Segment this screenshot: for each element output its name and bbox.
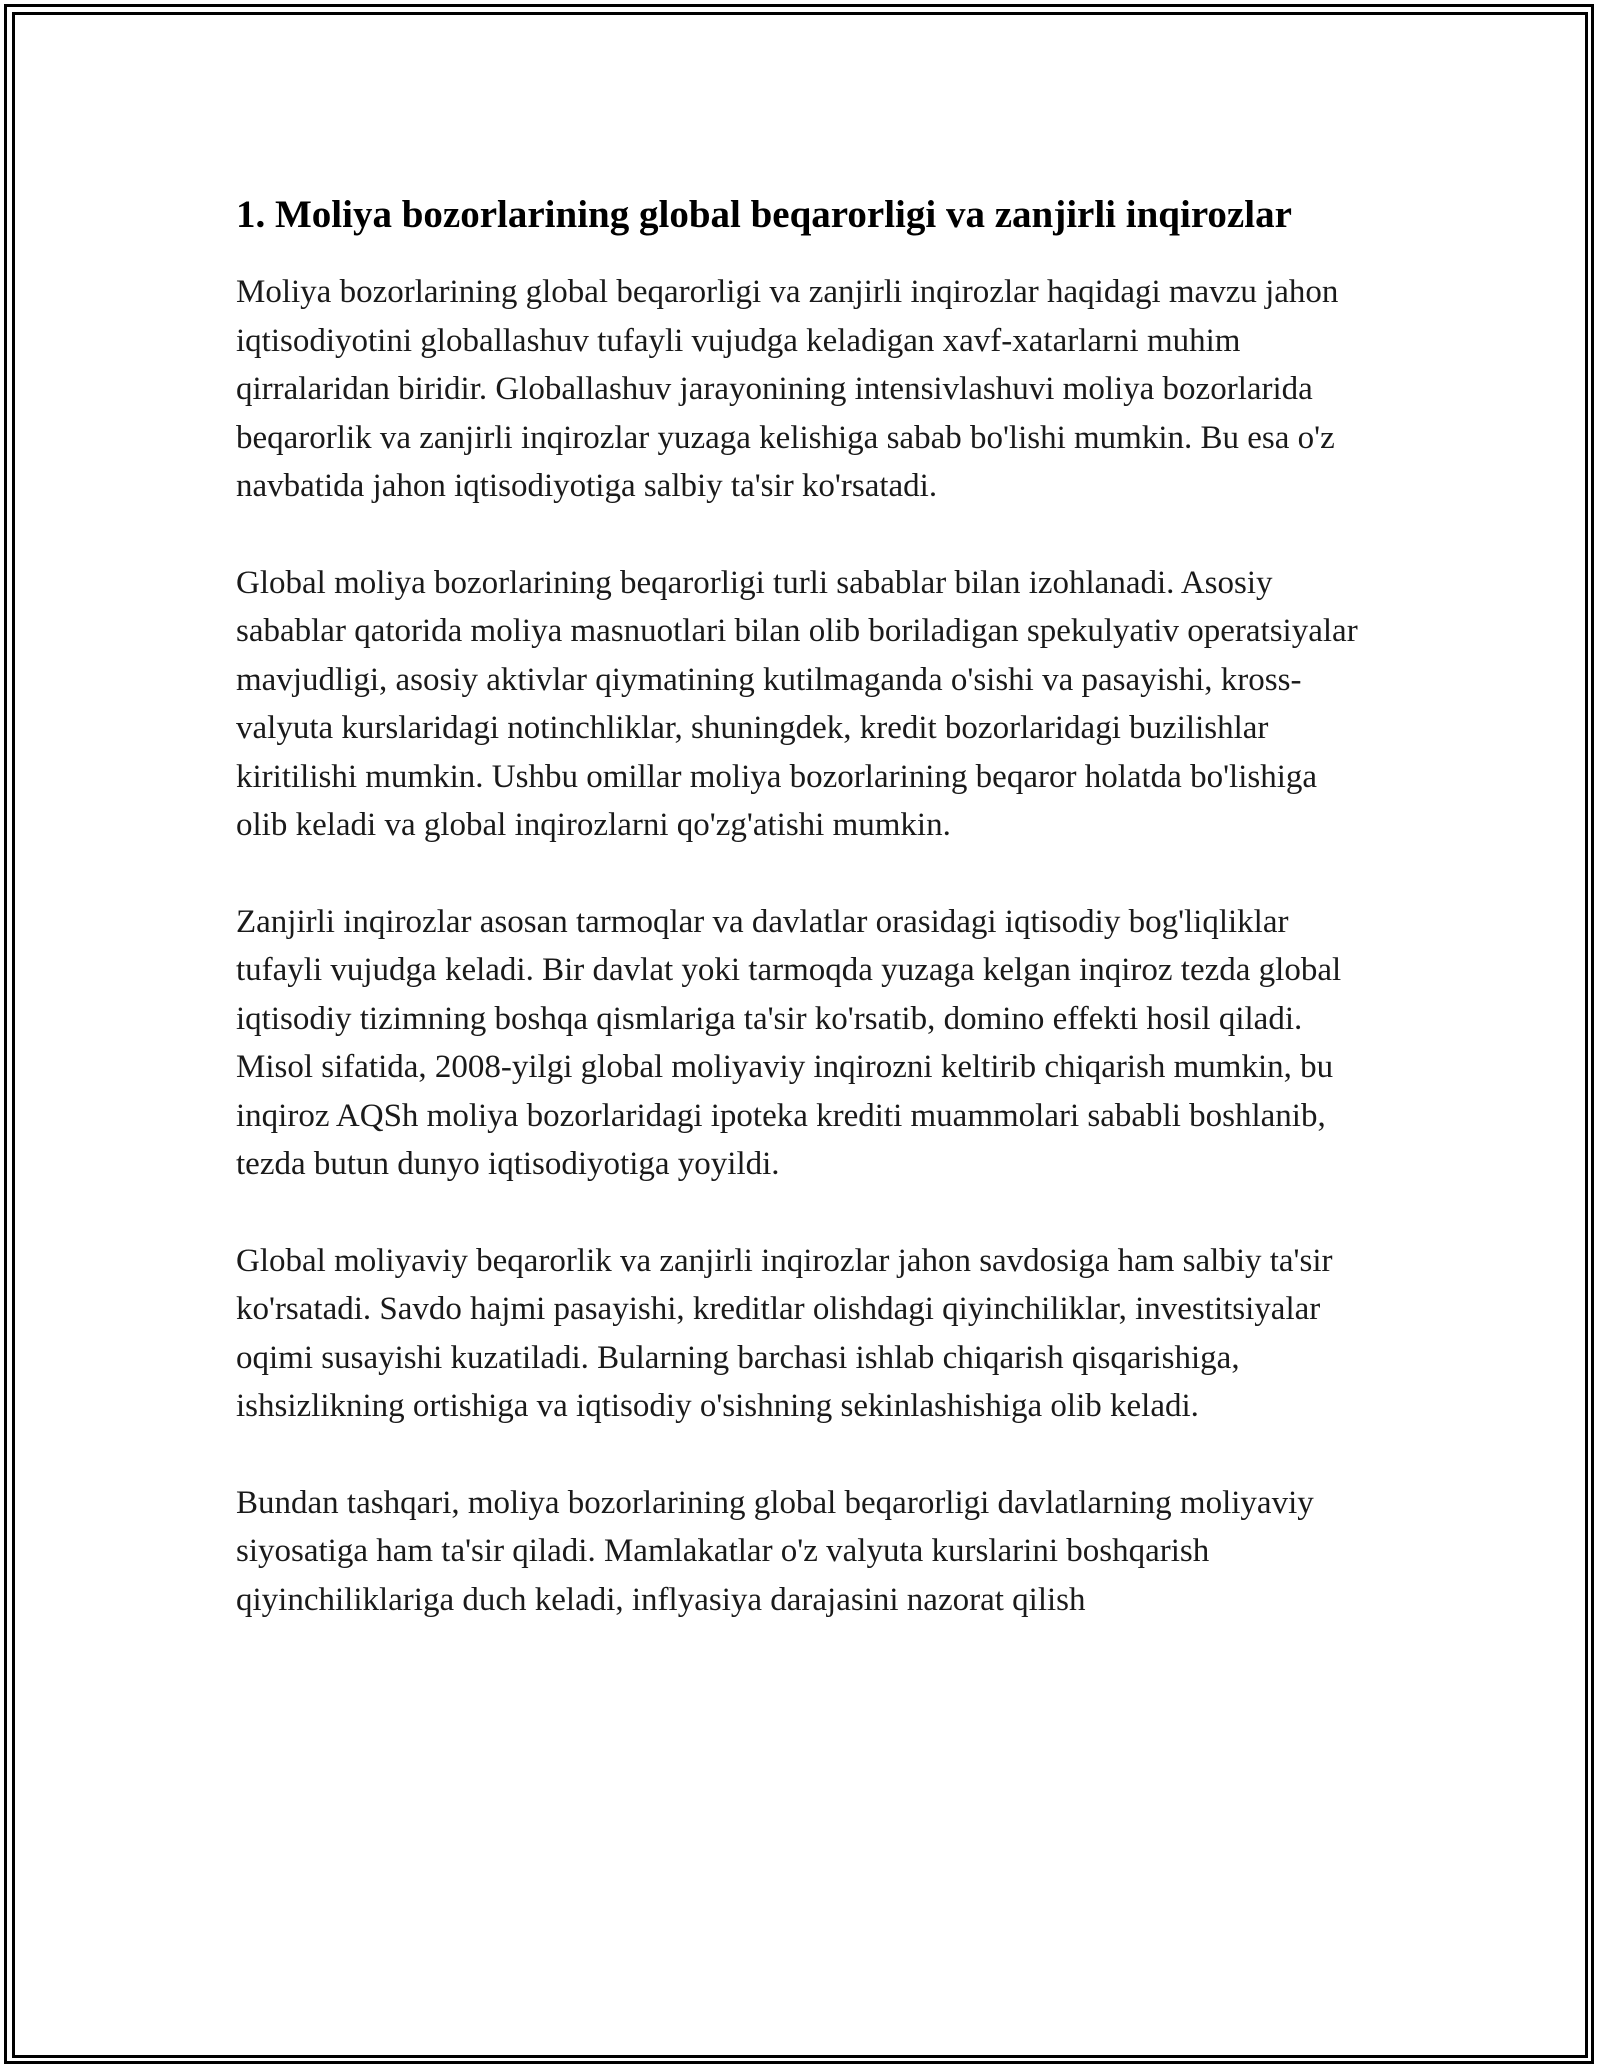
paragraph-4: Global moliyaviy beqarorlik va zanjirli inqirozlar jahon savdosiga ham salbiy ta'sir ko'rsatadi. Savdo hajmi pasayishi, kreditlar olishdagi qiyinchiliklar, investitsiyalar oqimi susayishi kuzatiladi. Bularning barchasi ishlab chiqarish qisqarishiga, ishsizlikning ortishiga va iqtisodiy o'sishning sekinlashishiga olib keladi. [236,1242,1333,1424]
paragraph-1: Moliya bozorlarining global beqarorligi va zanjirli inqirozlar haqidagi mavzu jahon iqtisodiyotini globallashuv tufayli vujudga keladigan xavf-xatarlarni muhim qirralaridan biridir. Globallashuv jarayonining intensivlashuvi moliya bozorlarida beqarorlik va zanjirli inqirozlar yuzaga kelishiga sabab bo'lishi mumkin. Bu esa o'z navbatida jahon iqtisodiyotiga salbiy ta'sir ko'rsatadi. [236,274,1339,504]
paragraph-5: Bundan tashqari, moliya bozorlarining global beqarorligi davlatlarning moliyaviy siyosatiga ham ta'sir qiladi. Mamlakatlar o'z valyuta kurslarini boshqarish qiyinchiliklariga duch keladi, inflyasiya darajasini nazorat qilish [236,1484,1314,1618]
paragraph-2: Global moliya bozorlarining beqarorligi turli sabablar bilan izohlanadi. Asosiy sabablar qatorida moliya masnuotlari bilan olib boriladigan spekulyativ operatsiyalar mavjudligi, asosiy aktivlar qiymatining kutilmaganda o'sishi va pasayishi, kross-valyuta kurslaridagi notinchliklar, shuningdek, kredit bozorlaridagi buzilishlar kiritilishi mumkin. Ushbu omillar moliya bozorlarining beqaror holatda bo'lishiga olib keladi va global inqirozlarni qo'zg'atishi mumkin. [236,564,1358,843]
paragraph-3: Zanjirli inqirozlar asosan tarmoqlar va davlatlar orasidagi iqtisodiy bog'liqliklar tufayli vujudga keladi. Bir davlat yoki tarmoqda yuzaga kelgan inqiroz tezda global iqtisodiy tizimning boshqa qismlariga ta'sir ko'rsatib, domino effekti hosil qiladi. Misol sifatida, 2008-yilgi global moliyaviy inqirozni keltirib chiqarish mumkin, bu inqiroz AQSh moliya bozorlaridagi ipoteka krediti muammolari sababli boshlanib, tezda butun dunyo iqtisodiyotiga yoyildi. [236,903,1342,1182]
section-heading: 1. Moliya bozorlarining global beqarorligi va zanjirli inqirozlar [236,193,1292,236]
document-body [236,188,1376,1672]
